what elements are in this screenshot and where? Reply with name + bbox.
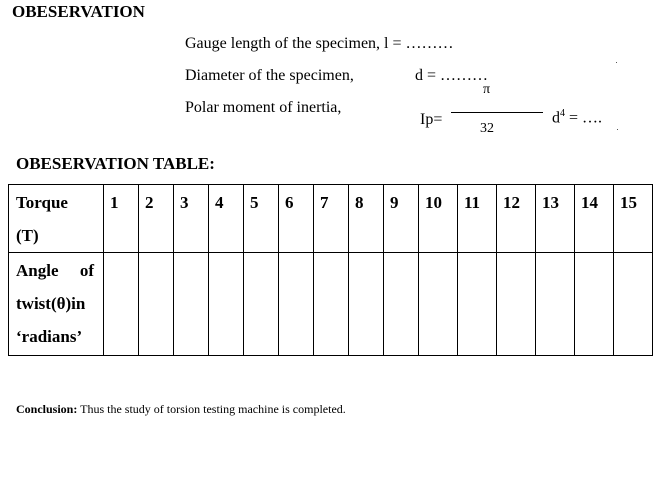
angle-cell[interactable] <box>209 253 244 356</box>
torque-symbol: (T) <box>16 226 39 245</box>
angle-cell[interactable] <box>458 253 497 356</box>
fraction-bar <box>451 112 543 113</box>
torque-label: Torque <box>16 193 68 212</box>
polar-lhs: Ip= <box>420 111 443 128</box>
angle-cell[interactable] <box>614 253 653 356</box>
column-header-2: 2 <box>139 185 174 253</box>
diameter-value: d = ……… <box>415 67 489 84</box>
angle-cell[interactable] <box>419 253 458 356</box>
gauge-length-line: Gauge length of the specimen, l = ……… <box>185 35 454 52</box>
diameter-label: Diameter of the specimen, <box>185 67 354 84</box>
angle-cell[interactable] <box>536 253 575 356</box>
angle-cell[interactable] <box>139 253 174 356</box>
torque-label-cell <box>9 185 104 253</box>
observation-table <box>8 184 653 356</box>
column-header-7: 7 <box>314 185 349 253</box>
column-header-14: 14 <box>575 185 614 253</box>
table-row-torque <box>9 185 653 253</box>
column-header-15: 15 <box>614 185 653 253</box>
angle-cell[interactable] <box>497 253 536 356</box>
column-header-4: 4 <box>209 185 244 253</box>
column-header-5: 5 <box>244 185 279 253</box>
column-header-13: 13 <box>536 185 575 253</box>
table-title: OBESERVATION TABLE: <box>16 154 215 173</box>
scan-speck <box>617 129 618 130</box>
column-header-1: 1 <box>104 185 139 253</box>
angle-cell[interactable] <box>314 253 349 356</box>
polar-rhs-exponent: 4 <box>560 108 565 119</box>
angle-label-line3: ‘radians’ <box>16 327 83 346</box>
angle-cell[interactable] <box>244 253 279 356</box>
conclusion-line <box>16 402 346 417</box>
polar-rhs <box>552 108 602 127</box>
conclusion-label: Conclusion: <box>16 402 78 416</box>
polar-moment-label: Polar moment of inertia, <box>185 99 342 116</box>
polar-rhs-tail: = …. <box>565 109 603 127</box>
angle-label-line2: twist(θ)in <box>16 294 86 313</box>
column-header-3: 3 <box>174 185 209 253</box>
angle-label-cell <box>9 253 104 356</box>
polar-rhs-base: d <box>552 109 560 127</box>
column-header-12: 12 <box>497 185 536 253</box>
column-header-8: 8 <box>349 185 384 253</box>
angle-cell[interactable] <box>279 253 314 356</box>
angle-cell[interactable] <box>349 253 384 356</box>
column-header-9: 9 <box>384 185 419 253</box>
angle-cell[interactable] <box>384 253 419 356</box>
table-row-angle <box>9 253 653 356</box>
angle-cell[interactable] <box>104 253 139 356</box>
angle-label-line1 <box>16 254 103 287</box>
column-header-11: 11 <box>458 185 497 253</box>
conclusion-text: Thus the study of torsion testing machine is completed. <box>77 402 346 416</box>
column-header-6: 6 <box>279 185 314 253</box>
angle-word: Angle <box>16 261 59 280</box>
section-title: OBESERVATION <box>12 2 145 21</box>
column-header-10: 10 <box>419 185 458 253</box>
fraction-numerator: π <box>483 82 491 97</box>
fraction-denominator: 32 <box>480 121 494 136</box>
of-word: of <box>79 261 94 280</box>
angle-cell[interactable] <box>174 253 209 356</box>
scan-speck <box>616 62 617 63</box>
angle-cell[interactable] <box>575 253 614 356</box>
